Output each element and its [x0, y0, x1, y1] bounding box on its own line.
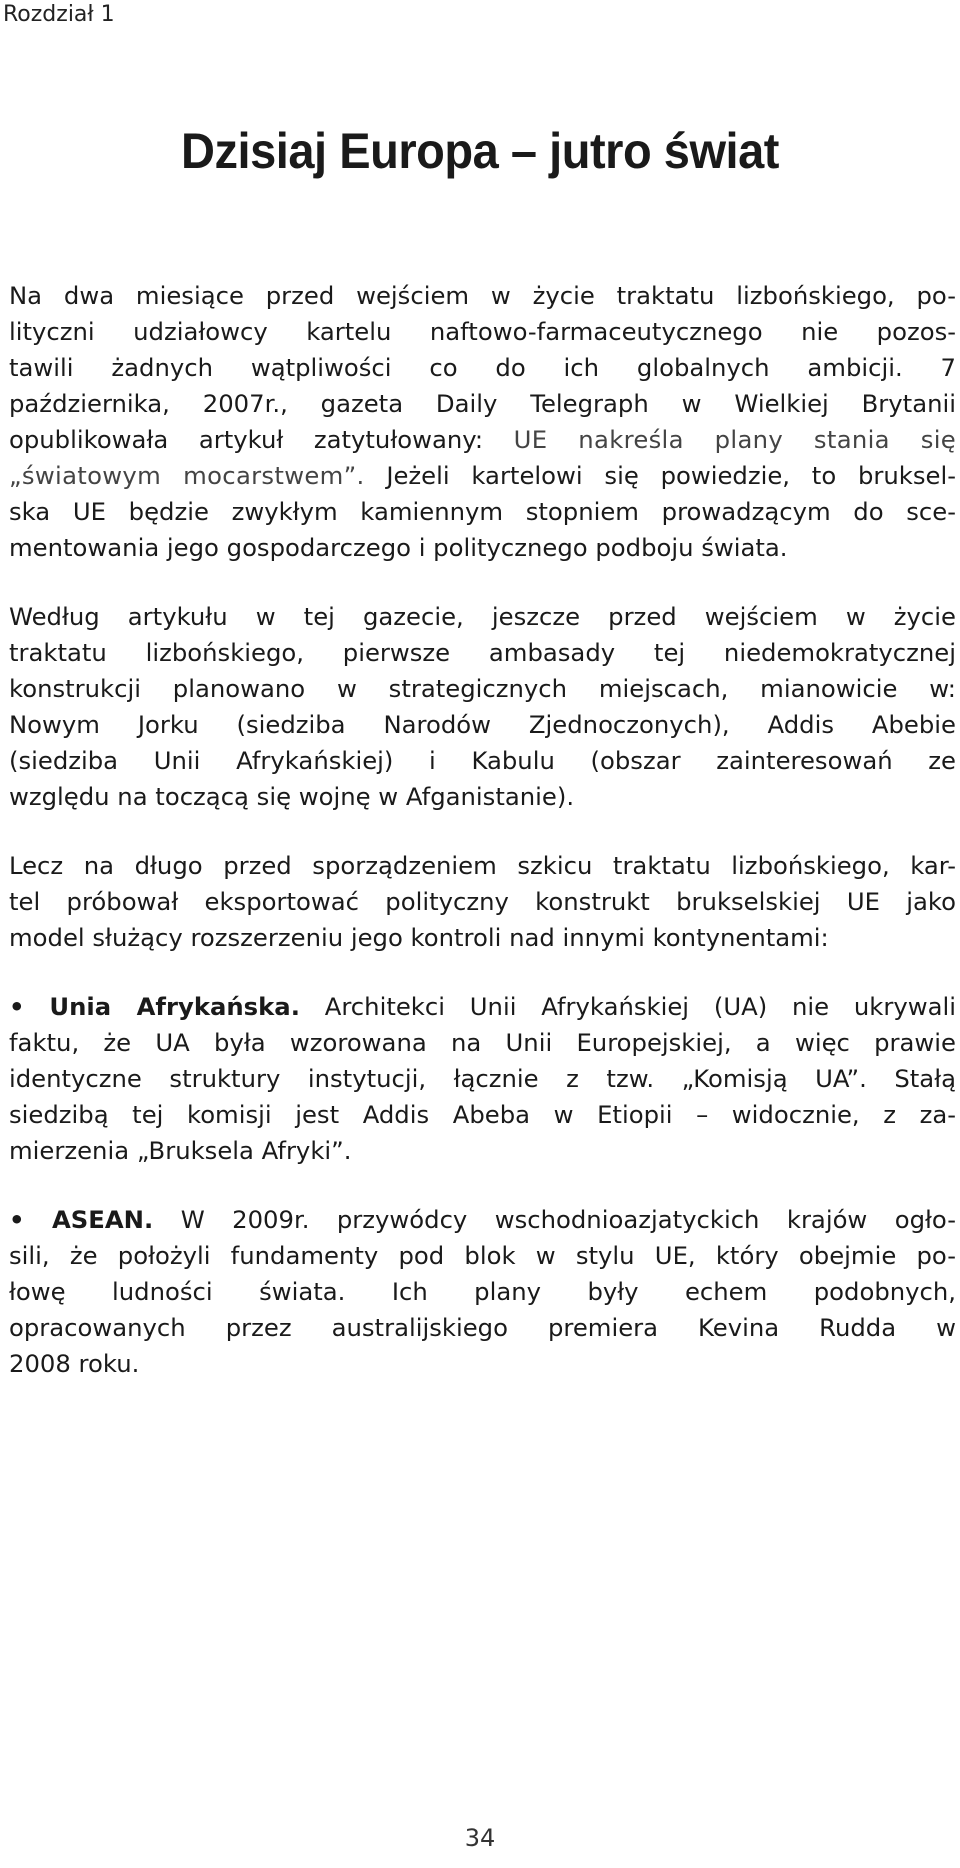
text-segment: opublikowała artykuł zatytułowany: [9, 425, 484, 454]
chapter-label: Rozdział 1 [3, 2, 115, 27]
text-segment: Jeżeli kartelowi się powiedzie, to bruksel- [386, 461, 956, 490]
article-title: UE nakreśla plany stania się [513, 425, 956, 454]
bullet-item-african-union [9, 989, 956, 1169]
text-line: sili, że położyli fundamenty pod blok w stylu UE, który obejmie po- [9, 1241, 956, 1270]
text-line: Według artykułu w tej gazecie, jeszcze przed wejściem w życie [9, 602, 956, 631]
text-line: traktatu lizbońskiego, pierwsze ambasady tej niedemokratycznej [9, 638, 956, 667]
text-line: opracowanych przez australijskiego premiera Kevina Rudda w [9, 1313, 956, 1342]
bullet-heading: ASEAN. [51, 1205, 154, 1234]
text-line: łowę ludności świata. Ich plany były echem podobnych, [9, 1277, 956, 1306]
text-line: siedzibą tej komisji jest Addis Abeba w Etiopii – widocznie, z za- [9, 1100, 956, 1129]
text-line: identyczne struktury instytucji, łącznie z tzw. „Komisją UA”. Stałą [9, 1064, 956, 1093]
text-line [9, 989, 956, 1025]
text-line: Lecz na długo przed sporządzeniem szkicu traktatu lizbońskiego, kar- [9, 851, 956, 880]
text-line [9, 458, 956, 494]
article-title-continued: „światowym mocarstwem”. [9, 461, 365, 490]
paragraph-2 [9, 599, 956, 815]
bullet-icon: • [9, 1205, 25, 1234]
text-line: (siedziba Unii Afrykańskiej) i Kabulu (obszar zainteresowań ze [9, 746, 956, 775]
text-segment: W 2009r. przywódcy wschodnioazjatyckich krajów ogło- [180, 1205, 957, 1234]
bullet-item-asean [9, 1202, 956, 1382]
text-line: mierzenia „Bruksela Afryki”. [9, 1136, 352, 1165]
text-line [9, 1202, 956, 1238]
text-line: faktu, że UA była wzorowana na Unii Europejskiej, a więc prawie [9, 1028, 956, 1057]
text-line: mentowania jego gospodarczego i politycznego podboju świata. [9, 533, 788, 562]
paragraph-1 [9, 278, 956, 566]
text-line: względu na toczącą się wojnę w Afganistanie). [9, 782, 575, 811]
bullet-icon: • [9, 992, 25, 1021]
text-line: 2008 roku. [9, 1349, 140, 1378]
text-line: Nowym Jorku (siedziba Narodów Zjednoczonych), Addis Abebie [9, 710, 956, 739]
text-segment: Architekci Unii Afrykańskiej (UA) nie ukrywali [324, 992, 956, 1021]
page-body [9, 278, 956, 1415]
page-title: Dzisiaj Europa – jutro świat [181, 123, 779, 179]
text-line: Na dwa miesiące przed wejściem w życie traktatu lizbońskiego, po- [9, 281, 956, 310]
text-line: lityczni udziałowcy kartelu naftowo-farmaceutycznego nie pozos- [9, 317, 956, 346]
text-line: tel próbował eksportować polityczny konstrukt brukselskiej UE jako [9, 887, 956, 916]
text-line: października, 2007r., gazeta Daily Telegraph w Wielkiej Brytanii [9, 389, 956, 418]
text-line: ska UE będzie zwykłym kamiennym stopniem prowadzącym do sce- [9, 497, 956, 526]
bullet-heading: Unia Afrykańska. [49, 992, 300, 1021]
text-line: model służący rozszerzeniu jego kontroli nad innymi kontynentami: [9, 923, 829, 952]
text-line: tawili żadnych wątpliwości co do ich globalnych ambicji. 7 [9, 353, 956, 382]
page-number: 34 [464, 1824, 496, 1852]
text-line: konstrukcji planowano w strategicznych miejscach, mianowicie w: [9, 674, 956, 703]
paragraph-3 [9, 848, 956, 956]
text-line [9, 422, 956, 458]
